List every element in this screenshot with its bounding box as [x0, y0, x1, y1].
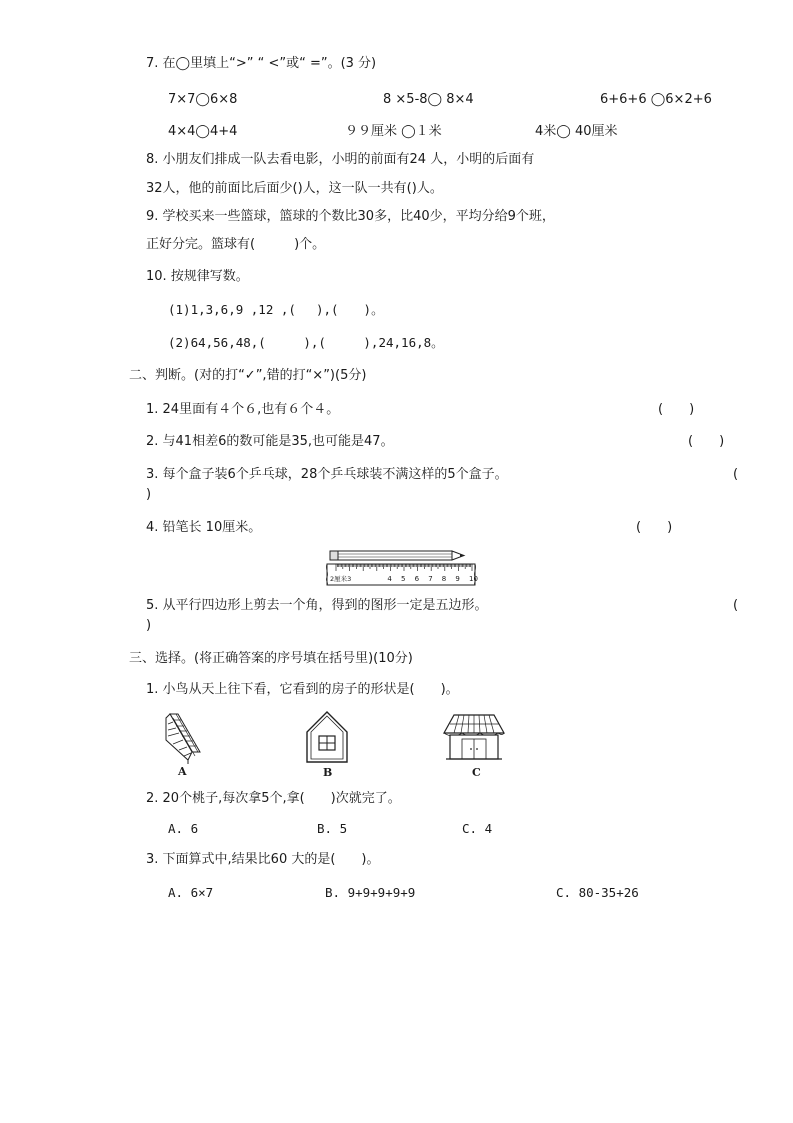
q7-prompt: 7. 在◯里填上“>” “ <”或“ =”。(3 分)	[146, 56, 377, 71]
q9-line-1: 9. 学校买来一些篮球，篮球的个数比30多，比40少，平均分给9个班，	[146, 209, 555, 224]
ruler-tick-label: 4	[387, 575, 392, 583]
choice-q2-option-b: B. 5	[317, 821, 348, 836]
ruler-pencil-figure	[324, 549, 478, 589]
ruler-tick-label: 9	[455, 575, 460, 583]
house-front-view-icon	[304, 710, 350, 764]
judge-answer-2: ( )	[688, 434, 725, 449]
ruler-unit-label: 2厘米3	[330, 575, 352, 583]
q10-line-2: (2)64,56,48,( ),( ),24,16,8。	[168, 335, 444, 350]
q10-prompt: 10. 按规律写数。	[146, 269, 249, 284]
option-a-label: A	[178, 765, 187, 778]
choice-q3-option-b: B. 9+9+9+9+9	[325, 885, 416, 900]
option-c-label: C	[472, 766, 481, 779]
choice-q3-option-c: C. 80-35+26	[556, 885, 639, 900]
house-roof-top-view-icon	[164, 712, 204, 764]
q7-item-4: 4×4◯4+4	[168, 124, 238, 139]
ruler-pencil-drawing	[324, 549, 478, 589]
ruler-tick-label: 5	[401, 575, 406, 583]
ruler-tick-label: 6	[414, 575, 420, 583]
option-b-label: B	[323, 766, 333, 779]
judge-answer-5-open: (	[733, 598, 739, 613]
choice-q2-option-c: C. 4	[462, 821, 493, 836]
judge-item-3: 3. 每个盒子装6个乒乓球，28个乒乓球装不满这样的5个盒子。	[146, 467, 508, 482]
judge-answer-3-close: )	[146, 487, 152, 502]
q7-item-1: 7×7◯6×8	[168, 92, 238, 107]
house-side-view-icon	[442, 713, 506, 765]
section3-heading: 三、选择。(将正确答案的序号填在括号里)(10分)	[129, 651, 413, 666]
ruler-tick-label: 8	[441, 575, 447, 583]
q8-line-1: 8. 小朋友们排成一队去看电影，小明的前面有24 人，小明的后面有	[146, 152, 535, 167]
q9-line-2: 正好分完。篮球有( )个。	[146, 237, 326, 252]
choice-q3: 3. 下面算式中,结果比60 大的是( )。	[146, 852, 380, 867]
judge-item-4: 4. 铅笔长 10厘米。	[146, 520, 262, 535]
choice-q3-option-a: A. 6×7	[168, 885, 214, 900]
judge-answer-3-open: (	[733, 467, 739, 482]
judge-item-1: 1. 24里面有４个６,也有６个４。	[146, 402, 340, 417]
q7-item-6: 4米◯ 40厘米	[535, 124, 618, 139]
q10-line-1: (1)1,3,6,9 ,12 ,( ),( )。	[168, 302, 384, 317]
ruler-tick-label: 7	[428, 575, 433, 583]
q7-item-5: ９９厘米 ◯１米	[345, 124, 442, 139]
section2-heading: 二、判断。(对的打“✓”,错的打“×”)(5分)	[129, 368, 367, 383]
judge-answer-4: ( )	[636, 520, 673, 535]
judge-answer-5-close: )	[146, 618, 152, 633]
judge-item-2: 2. 与41相差6的数可能是35,也可能是47。	[146, 434, 394, 449]
pencil-icon	[330, 551, 464, 560]
q7-item-2: 8 ×5-8◯ 8×4	[383, 92, 474, 107]
judge-item-5: 5. 从平行四边形上剪去一个角，得到的图形一定是五边形。	[146, 598, 488, 613]
choice-q1: 1. 小鸟从天上往下看，它看到的房子的形状是( )。	[146, 682, 459, 697]
judge-answer-1: ( )	[658, 402, 695, 417]
ruler-tick-label: 10	[469, 575, 478, 583]
choice-q2-option-a: A. 6	[168, 821, 199, 836]
q8-line-2: 32人，他的前面比后面少()人，这一队一共有()人。	[146, 181, 443, 196]
q7-item-3: 6+6+6 ◯6×2+6	[600, 92, 712, 107]
choice-q2: 2. 20个桃子,每次拿5个,拿( )次就完了。	[146, 791, 401, 806]
